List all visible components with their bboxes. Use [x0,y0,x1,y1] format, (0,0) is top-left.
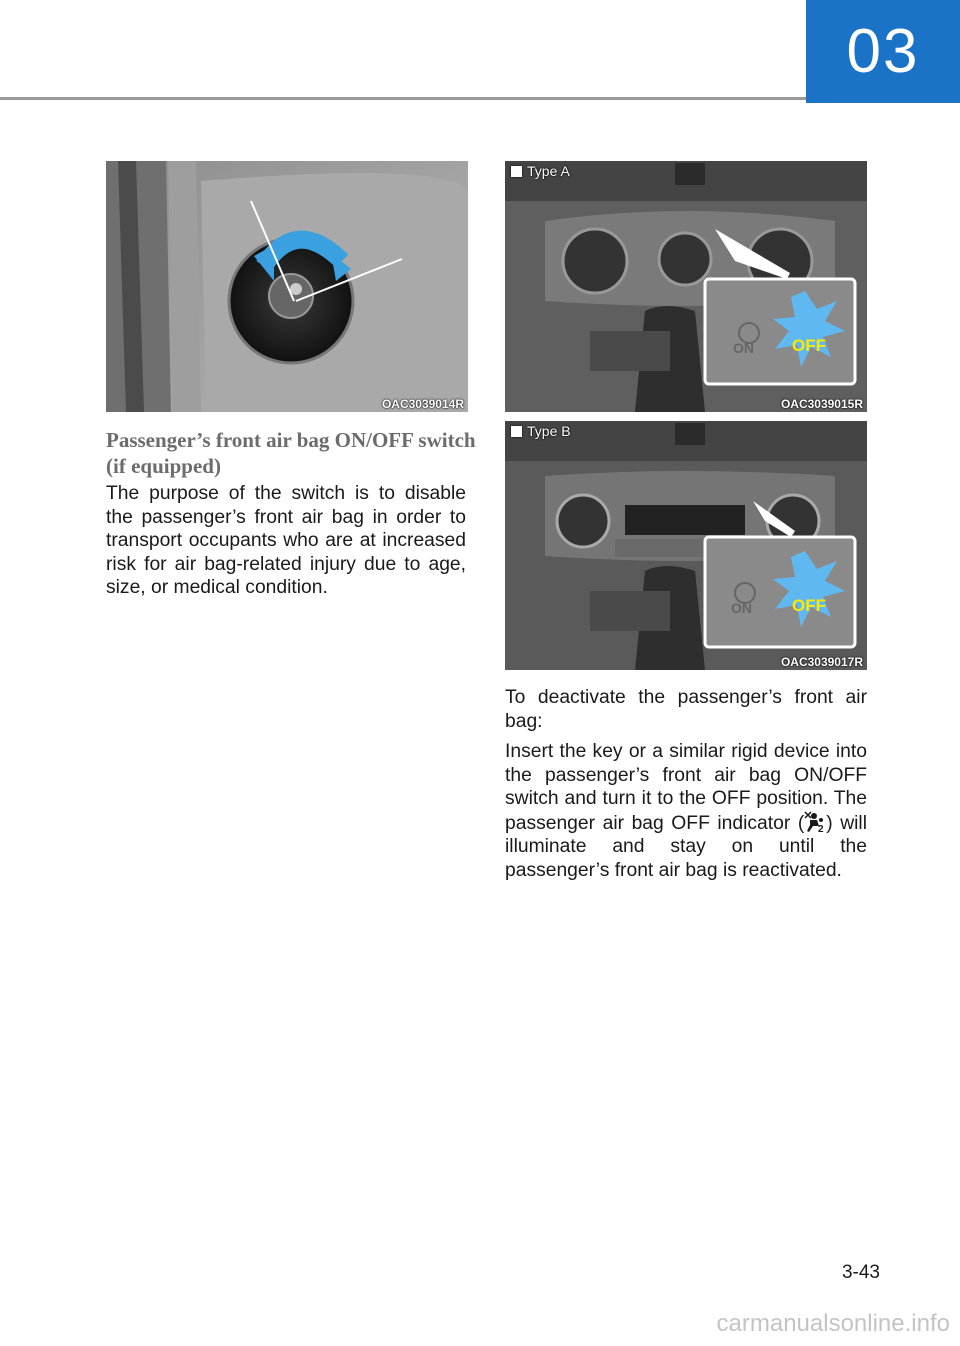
instructions-intro: To deactivate the passenger’s front air bag: [505,687,867,732]
page-number: 3-43 [841,1262,880,1283]
type-b-on-label: ON [731,600,752,616]
figure-code: OAC3039014R [381,397,464,411]
figure-switch-photo [106,161,468,412]
chapter-tab [806,0,960,103]
passenger-airbag-off-icon [804,811,826,833]
type-b-illustration [505,421,867,670]
chapter-number: 03 [846,17,920,86]
section-body: The purpose of the switch is to disable the passenger’s front air bag in order to transport occupants who are at increased risk for air bag-related injury due to age, size, or medical condition. [106,483,466,598]
figure-type-b [505,421,867,670]
bullet-square-icon [511,426,522,437]
figure-code: OAC3039017R [780,655,863,669]
step-text-before: Insert the key or a similar rigid device into the passenger’s front air bag ON/OFF switch and turn it to the OFF position. The passenger air bag OFF indicator ( [505,741,867,834]
instructions-step [505,740,867,882]
bullet-square-icon [511,166,522,177]
type-a-illustration [505,161,867,412]
svg-text:2: 2 [818,823,824,833]
figure-type-label: Type A [511,163,570,179]
figure-type-label: Type B [511,423,571,439]
figure-code: OAC3039015R [780,397,863,411]
watermark: carmanualsonline.info [716,1310,950,1337]
header-rule [0,97,806,100]
step-text-after: ) will illuminate and stay on until the passenger’s front air bag is reactivated. [505,812,867,881]
type-a-off-label: OFF [792,336,826,355]
type-a-on-label: ON [733,340,754,356]
section-heading: Passenger’s front air bag ON/OFF switch (if equipped) [106,428,476,478]
figure-type-a [505,161,867,412]
switch-illustration [106,161,468,412]
type-b-off-label: OFF [792,596,826,615]
